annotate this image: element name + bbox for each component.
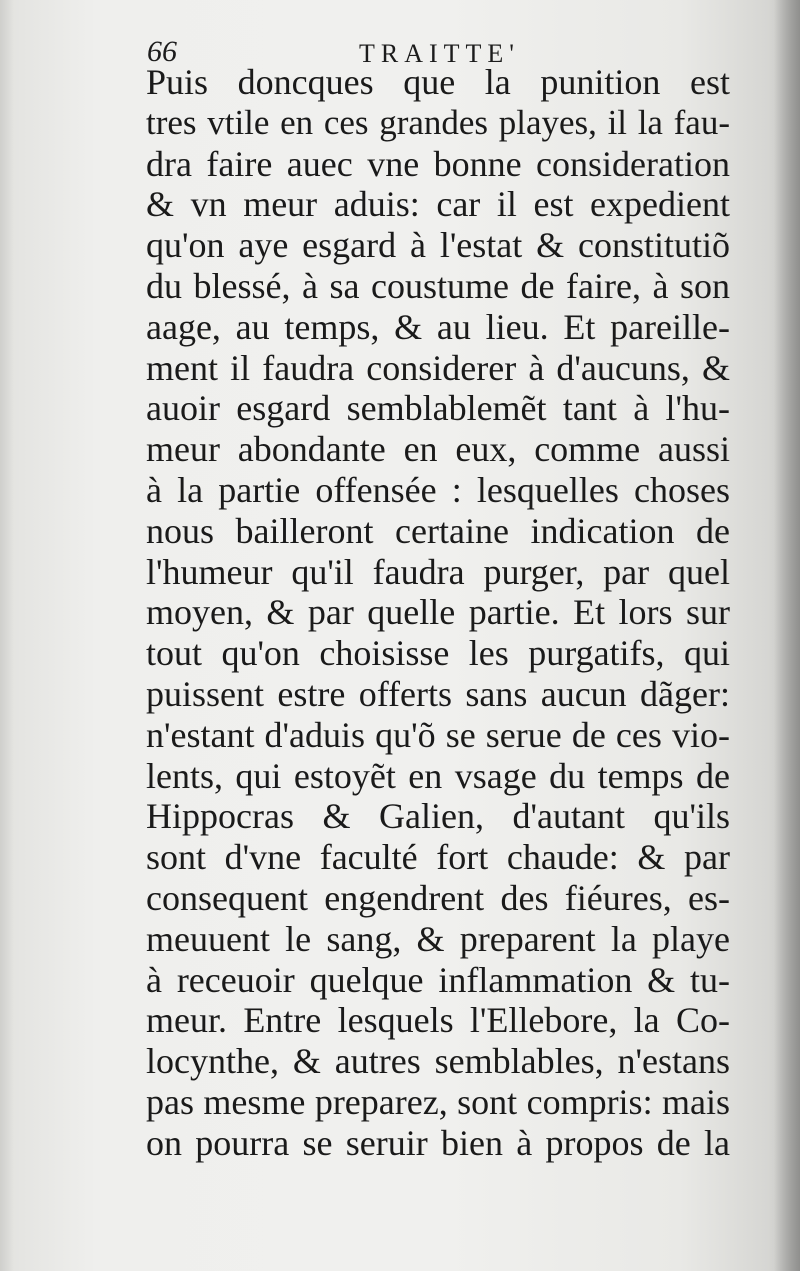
text-line: pas mesme preparez, sont compris: mais	[146, 1081, 730, 1122]
text-line: lents, qui estoyẽt en vsage du temps de	[146, 755, 730, 796]
text-line: moyen, & par quelle partie. Et lors sur	[146, 592, 730, 633]
text-line: locynthe, & autres semblables, n'estans	[146, 1041, 730, 1082]
text-line: tout qu'on choisisse les purgatifs, qui	[146, 633, 730, 674]
body-text	[146, 62, 730, 1164]
text-line: meur. Entre lesquels l'Ellebore, la Co-	[146, 1000, 730, 1041]
text-line: du blessé, à sa coustume de faire, à son	[146, 265, 730, 306]
text-line: meuuent le sang, & preparent la playe	[146, 918, 730, 959]
text-line: à receuoir quelque inflammation & tu-	[146, 959, 730, 1000]
page-edge-shadow	[774, 0, 800, 1271]
text-line: à la partie offensée : lesquelles choses	[146, 469, 730, 510]
text-line: tres vtile en ces grandes playes, il la fau-	[146, 102, 730, 142]
text-line: ment il faudra considerer à d'aucuns, &	[146, 347, 730, 388]
text-line: aage, au temps, & au lieu. Et pareille-	[146, 306, 730, 347]
text-line: sont d'vne faculté fort chaude: & par	[146, 837, 730, 878]
page-number: 66	[147, 35, 177, 68]
text-line: l'humeur qu'il faudra purger, par quel	[146, 551, 730, 592]
text-line: puissent estre offerts sans aucun dãger:	[146, 673, 730, 714]
text-line: & vn meur aduis: car il est expedient	[146, 184, 730, 225]
text-line: auoir esgard semblablemẽt tant à l'hu-	[146, 388, 730, 429]
page-gutter-shadow	[0, 0, 14, 1271]
text-line: Hippocras & Galien, d'autant qu'ils	[146, 796, 730, 837]
text-line: on pourra se seruir bien à propos de la	[146, 1122, 730, 1163]
text-line: Puis doncques que la punition est	[146, 62, 730, 102]
text-line: n'estant d'aduis qu'õ se serue de ces vio-	[146, 714, 730, 755]
text-line: consequent engendrent des fiéures, es-	[146, 877, 730, 918]
text-line: qu'on aye esgard à l'estat & constitutiõ	[146, 225, 730, 266]
text-line: dra faire auec vne bonne consideration	[146, 143, 730, 184]
text-line: nous bailleront certaine indication de	[146, 510, 730, 551]
running-head: TRAITTE'	[359, 39, 520, 68]
text-line: meur abondante en eux, comme aussi	[146, 429, 730, 470]
